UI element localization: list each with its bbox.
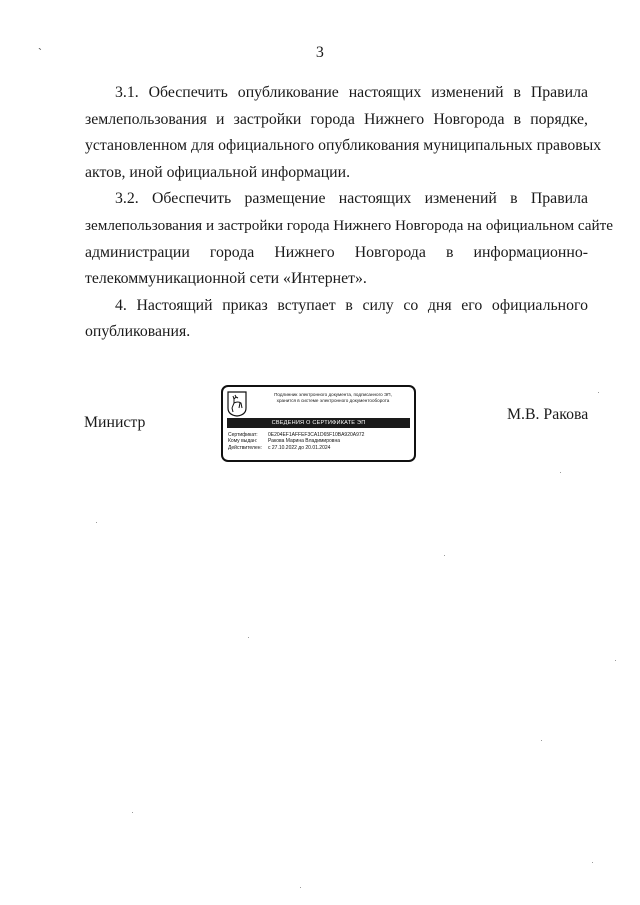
deer-emblem-icon <box>227 391 247 417</box>
certificate-details <box>228 432 411 451</box>
certificate-value: 0E204EF1AFFEF3CA1D65F10BA920A972 <box>268 432 365 438</box>
scan-speck <box>248 637 249 638</box>
text-line: 3.2. Обеспечить размещение настоящих изменений в Правила <box>115 190 588 208</box>
certificate-key: Сертификат: <box>228 432 258 438</box>
page-number: 3 <box>315 44 325 61</box>
scan-speck <box>592 862 593 863</box>
certificate-info-bar: СВЕДЕНИЯ О СЕРТИФИКАТЕ ЭП <box>227 418 410 428</box>
text-line: опубликования. <box>85 323 191 341</box>
scan-speck <box>598 392 599 393</box>
validity-value: с 27.10.2022 до 20.01.2024 <box>268 444 331 451</box>
signatory-position: Министр <box>84 414 146 431</box>
issued-to-key: Кому выдан: <box>228 438 258 445</box>
text-line: землепользования и застройки города Нижнего Новгорода в порядке, <box>85 110 588 128</box>
stamp-header-line: хранится в системе электронного документооборота <box>276 398 390 403</box>
text-line: актов, иной официальной информации. <box>85 163 351 181</box>
text-line: телекоммуникационной сети «Интернет». <box>85 270 367 288</box>
scan-speck <box>615 660 616 661</box>
scan-speck <box>444 555 445 556</box>
scan-mark: ˴ <box>38 40 42 54</box>
text-line: землепользования и застройки города Нижнего Новгорода на официальном сайте <box>85 216 614 234</box>
validity-row <box>228 445 411 451</box>
validity-key: Действителен: <box>228 444 262 451</box>
stamp-header <box>253 392 413 404</box>
text-line: 3.1. Обеспечить опубликование настоящих изменений в Правила <box>115 84 588 101</box>
stamp-header-line: Подлинник электронного документа, подписанного ЭП, <box>274 392 392 397</box>
text-line: установленном для официального опубликования муниципальных правовых <box>85 137 602 155</box>
document-body <box>85 80 614 346</box>
paragraph-3-2 <box>85 186 614 292</box>
scan-speck <box>560 472 561 473</box>
scan-speck <box>132 812 133 813</box>
scan-speck <box>96 522 97 523</box>
paragraph-3-1 <box>85 80 602 186</box>
text-line: администрации города Нижнего Новгорода в информационно- <box>85 243 588 261</box>
issued-to-value: Ракова Марина Владимировна <box>268 438 340 445</box>
scan-speck <box>300 887 301 888</box>
electronic-signature-stamp <box>221 385 416 462</box>
paragraph-4 <box>85 293 588 346</box>
text-line: 4. Настоящий приказ вступает в силу со дня его официального <box>115 296 588 314</box>
signatory-name: М.В. Ракова <box>507 406 589 423</box>
scan-speck <box>541 740 542 741</box>
